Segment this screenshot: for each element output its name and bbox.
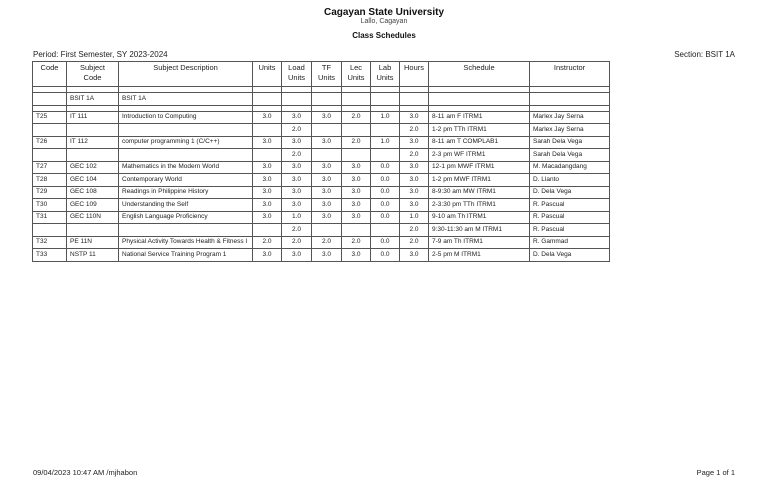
cell-hours: 2.0 <box>400 124 429 137</box>
table-row <box>33 174 610 187</box>
cell-tf-units: 3.0 <box>312 136 342 149</box>
cell-tf-units: 3.0 <box>312 199 342 212</box>
table-row <box>33 149 610 162</box>
cell-schedule: 8-11 am F ITRM1 <box>429 111 530 124</box>
table-row <box>33 161 610 174</box>
cell-tf-units: 3.0 <box>312 249 342 262</box>
col-description: Subject Description <box>119 62 253 87</box>
cell-units: 3.0 <box>253 161 282 174</box>
cell-subject-code: GEC 102 <box>67 161 119 174</box>
cell-hours: 2.0 <box>400 149 429 162</box>
table-row <box>33 136 610 149</box>
cell-instructor: R. Pascual <box>530 224 610 237</box>
col-instructor: Instructor <box>530 62 610 87</box>
col-units: Units <box>253 62 282 87</box>
university-location: Lallo, Cagayan <box>360 18 408 25</box>
cell-hours: 2.0 <box>400 236 429 249</box>
cell-code <box>33 149 67 162</box>
cell-load-units: 3.0 <box>282 136 312 149</box>
cell-units: 3.0 <box>253 186 282 199</box>
cell-lab-units: 0.0 <box>371 174 400 187</box>
header-row <box>33 62 610 87</box>
cell-lab-units: 0.0 <box>371 211 400 224</box>
cell-lec-units: 3.0 <box>342 161 371 174</box>
cell-instructor: D. Dela Vega <box>530 186 610 199</box>
cell-subject-code: PE 11N <box>67 236 119 249</box>
cell-hours: 3.0 <box>400 161 429 174</box>
cell-tf-units: 3.0 <box>312 211 342 224</box>
col-lab-units: Lab Units <box>371 62 400 87</box>
cell-units <box>253 124 282 137</box>
cell-lab-units: 0.0 <box>371 199 400 212</box>
cell-schedule: 8-11 am T COMPLAB1 <box>429 136 530 149</box>
cell-lec-units: 2.0 <box>342 136 371 149</box>
cell-description: Physical Activity Towards Health & Fitness I <box>119 236 253 249</box>
university-name: Cagayan State University <box>323 7 445 18</box>
cell-units: 2.0 <box>253 236 282 249</box>
cell-schedule: 8-9:30 am MW ITRM1 <box>429 186 530 199</box>
cell-schedule: 1-2 pm MWF ITRM1 <box>429 174 530 187</box>
cell-load-units: 2.0 <box>282 224 312 237</box>
cell-code: T27 <box>33 161 67 174</box>
cell-code: T28 <box>33 174 67 187</box>
cell-lab-units: 0.0 <box>371 161 400 174</box>
cell-hours: 3.0 <box>400 249 429 262</box>
col-code: Code <box>33 62 67 87</box>
cell-code: T32 <box>33 236 67 249</box>
cell-subject-code <box>67 149 119 162</box>
col-subject-code: Subject Code <box>67 62 119 87</box>
cell-lab-units: 0.0 <box>371 236 400 249</box>
cell-schedule: 12-1 pm MWF ITRM1 <box>429 161 530 174</box>
cell-lab-units: 0.0 <box>371 249 400 262</box>
cell-tf-units <box>312 224 342 237</box>
cell-subject-code: IT 112 <box>67 136 119 149</box>
cell-lab-units: 0.0 <box>371 186 400 199</box>
cell-schedule: 2-3 pm WF ITRM1 <box>429 149 530 162</box>
cell-units: 3.0 <box>253 174 282 187</box>
table-row <box>33 186 610 199</box>
print-timestamp: 09/04/2023 10:47 AM /mjhabon <box>33 468 138 477</box>
cell-code: T31 <box>33 211 67 224</box>
cell-lec-units: 3.0 <box>342 199 371 212</box>
table-row <box>33 199 610 212</box>
cell-tf-units: 3.0 <box>312 186 342 199</box>
cell-tf-units: 3.0 <box>312 174 342 187</box>
table-row <box>33 124 610 137</box>
cell-code <box>33 224 67 237</box>
cell-code <box>33 124 67 137</box>
cell-instructor: Marlex Jay Serna <box>530 111 610 124</box>
cell-load-units: 3.0 <box>282 199 312 212</box>
cell-hours: 2.0 <box>400 224 429 237</box>
cell-lec-units: 3.0 <box>342 174 371 187</box>
cell-instructor: M. Macadangdang <box>530 161 610 174</box>
cell-description: National Service Training Program 1 <box>119 249 253 262</box>
cell-description: Readings in Philippine History <box>119 186 253 199</box>
section-subject-code: BSIT 1A <box>67 93 119 106</box>
cell-lab-units <box>371 149 400 162</box>
cell-load-units: 1.0 <box>282 211 312 224</box>
cell-instructor: R. Pascual <box>530 199 610 212</box>
cell-load-units: 3.0 <box>282 186 312 199</box>
cell-schedule: 2-5 pm M ITRM1 <box>429 249 530 262</box>
cell-code: T33 <box>33 249 67 262</box>
col-tf-units: TF Units <box>312 62 342 87</box>
cell-subject-code <box>67 224 119 237</box>
cell-tf-units: 2.0 <box>312 236 342 249</box>
cell-lec-units <box>342 149 371 162</box>
cell-hours: 1.0 <box>400 211 429 224</box>
table-row <box>33 211 610 224</box>
cell-description: Mathematics in the Modern World <box>119 161 253 174</box>
cell-instructor: D. Dela Vega <box>530 249 610 262</box>
cell-description: English Language Proficiency <box>119 211 253 224</box>
cell-lab-units: 1.0 <box>371 111 400 124</box>
cell-units: 3.0 <box>253 199 282 212</box>
cell-lec-units: 3.0 <box>342 186 371 199</box>
cell-load-units: 2.0 <box>282 236 312 249</box>
cell-units: 3.0 <box>253 211 282 224</box>
cell-schedule: 2-3:30 pm TTh ITRM1 <box>429 199 530 212</box>
cell-load-units: 3.0 <box>282 174 312 187</box>
cell-description: computer programming 1 (C/C++) <box>119 136 253 149</box>
section-description: BSIT 1A <box>119 93 253 106</box>
cell-lab-units <box>371 224 400 237</box>
cell-schedule: 1-2 pm TTh ITRM1 <box>429 124 530 137</box>
cell-code: T30 <box>33 199 67 212</box>
table-row <box>33 111 610 124</box>
cell-lab-units <box>371 124 400 137</box>
cell-instructor: Sarah Dela Vega <box>530 136 610 149</box>
cell-subject-code: GEC 108 <box>67 186 119 199</box>
cell-lab-units: 1.0 <box>371 136 400 149</box>
section-row <box>33 93 610 106</box>
page-number: Page 1 of 1 <box>696 468 735 477</box>
cell-hours: 3.0 <box>400 186 429 199</box>
cell-description: Introduction to Computing <box>119 111 253 124</box>
cell-subject-code: NSTP 11 <box>67 249 119 262</box>
cell-hours: 3.0 <box>400 111 429 124</box>
cell-code: T25 <box>33 111 67 124</box>
cell-load-units: 3.0 <box>282 249 312 262</box>
cell-schedule: 7-9 am Th ITRM1 <box>429 236 530 249</box>
cell-units: 3.0 <box>253 111 282 124</box>
cell-instructor: Marlex Jay Serna <box>530 124 610 137</box>
cell-lec-units: 2.0 <box>342 111 371 124</box>
cell-tf-units <box>312 124 342 137</box>
cell-lec-units <box>342 224 371 237</box>
page-title: Class Schedules <box>352 31 416 40</box>
cell-units <box>253 224 282 237</box>
cell-load-units: 2.0 <box>282 124 312 137</box>
col-lec-units: Lec Units <box>342 62 371 87</box>
cell-instructor: D. Llanto <box>530 174 610 187</box>
schedule-table <box>32 61 610 262</box>
cell-subject-code: GEC 104 <box>67 174 119 187</box>
cell-hours: 3.0 <box>400 199 429 212</box>
cell-units: 3.0 <box>253 249 282 262</box>
cell-tf-units: 3.0 <box>312 161 342 174</box>
cell-hours: 3.0 <box>400 174 429 187</box>
cell-subject-code: GEC 109 <box>67 199 119 212</box>
cell-units <box>253 149 282 162</box>
cell-subject-code <box>67 124 119 137</box>
cell-instructor: Sarah Dela Vega <box>530 149 610 162</box>
cell-units: 3.0 <box>253 136 282 149</box>
cell-lec-units: 2.0 <box>342 236 371 249</box>
cell-subject-code: IT 111 <box>67 111 119 124</box>
cell-instructor: R. Pascual <box>530 211 610 224</box>
cell-load-units: 3.0 <box>282 161 312 174</box>
col-schedule: Schedule <box>429 62 530 87</box>
cell-tf-units: 3.0 <box>312 111 342 124</box>
cell-subject-code: GEC 110N <box>67 211 119 224</box>
cell-load-units: 2.0 <box>282 149 312 162</box>
cell-lec-units: 3.0 <box>342 249 371 262</box>
cell-schedule: 9:30-11:30 am M ITRM1 <box>429 224 530 237</box>
cell-description: Understanding the Self <box>119 199 253 212</box>
col-load-units: Load Units <box>282 62 312 87</box>
cell-description: Contemporary World <box>119 174 253 187</box>
table-row <box>33 224 610 237</box>
cell-description <box>119 224 253 237</box>
cell-schedule: 9-10 am Th ITRM1 <box>429 211 530 224</box>
cell-description <box>119 149 253 162</box>
table-row <box>33 236 610 249</box>
cell-instructor: R. Gammad <box>530 236 610 249</box>
section-label: Section: BSIT 1A <box>674 50 735 59</box>
cell-lec-units: 3.0 <box>342 211 371 224</box>
cell-code: T26 <box>33 136 67 149</box>
cell-lec-units <box>342 124 371 137</box>
period-label: Period: First Semester, SY 2023-2024 <box>33 50 168 59</box>
cell-tf-units <box>312 149 342 162</box>
col-hours: Hours <box>400 62 429 87</box>
cell-description <box>119 124 253 137</box>
cell-hours: 3.0 <box>400 136 429 149</box>
cell-code: T29 <box>33 186 67 199</box>
table-row <box>33 249 610 262</box>
cell-load-units: 3.0 <box>282 111 312 124</box>
